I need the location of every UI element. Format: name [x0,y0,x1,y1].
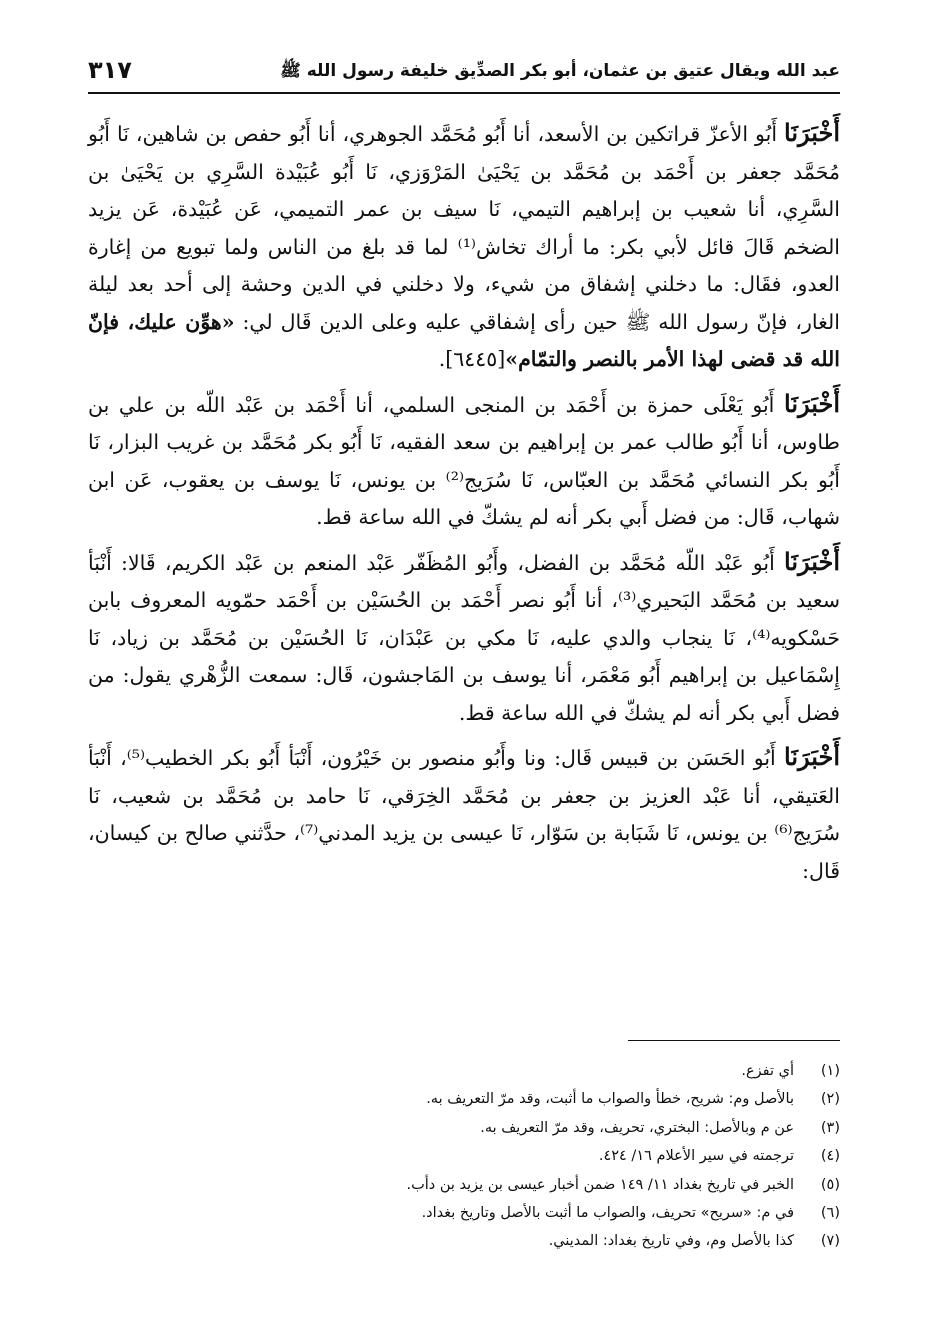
footnote-number: (٦) [820,1205,840,1222]
footnotes [120,1057,840,1256]
footnote-item [120,1171,840,1199]
paragraph-lead-word: أَخْبَرَنَا [784,388,840,418]
paragraph-lead-word: أَخْبَرَنَا [784,118,840,147]
quoted-speech: «هوِّن عليك، فإنّ الله قد قضى لهذا الأمر بالنصر والتمّام» [88,309,840,371]
paragraph-1 [88,114,840,379]
footnote-number: (١) [820,1063,840,1079]
footnote-text: الخبر في تاريخ بغداد ١١/ ١٤٩ ضمن أخبار عيسى بن يزيد بن دأب. [406,1176,794,1193]
paragraph-3 [88,543,840,733]
footnote-text: أي تفزع. [741,1063,794,1079]
running-title: عبد الله ويقال عتيق بن عثمان، أبو بكر الصدِّيق خليفة رسول الله ﷺ [280,61,840,81]
footnote-text: ترجمته في سير الأعلام ١٦/ ٤٢٤. [598,1148,794,1165]
footnote-text: كذا بالأصل وم، وفي تاريخ بغداد: المديني. [548,1233,794,1250]
footnote-number: (٣) [820,1119,840,1136]
footnote-text: بالأصل وم: شريح، خطأ والصواب ما أثبت، وقد مرّ التعريف به. [426,1091,794,1108]
paragraph-text: أَبُو يَعْلَى حمزة بن أَحْمَد بن المنجى السلمي، أنا أَحْمَد بن عَبْد اللّه بن علي بن طاوس، أنا أَبُو طالب عمر بن إبراهيم بن سعد الفقيه، نَا أَبُو بكر مُحَمَّد بن غريب البزار، نَا أَبُو بكر النسائي مُحَمَّد بن العبّاس، نَا سُرَيج⁽²⁾ بن يونس، نَا يوسف بن يعقوب، عَن ابن شهاب، قَال: من فضل أَبي بكر أنه لم يشكّ في الله ساعة قط. [88,392,840,529]
footnote-number: (٥) [820,1176,840,1193]
footnote-item [120,1114,840,1142]
paragraph-4 [88,738,840,890]
footnote-number: (٤) [820,1148,840,1165]
paragraph-text: أَبُو الأعزّ قراتكين بن الأسعد، أنا أَبُو مُحَمَّد الجوهري، أنا أَبُو حفص بن شاهين، نَا أَبُو مُحَمَّد جعفر بن أَحْمَد بن مُحَمَّد بن يَحْيَىٰ المَرْوَزي، نَا أَبُو عُبَيْدة السَّرِي بن يَحْيَىٰ بن السَّرِي، أنا شعيب بن إبراهيم التيمي، نَا سيف بن عمر التميمي، عَن عُبَيْدة، عَن يزيد الضخم قَالَ قائل لأبي بكر: ما أراك تخاش⁽¹⁾ لما قد بلغ من الناس ولما تبويع من إغارة العدو، فقَال: ما دخلني إشفاق من شيء، ولا دخلني في الدين وحشة إلى أحد بعد ليلة الغار، فإنّ رسول الله ﷺ حين رأى إشفاقي عليه وعلى الدين قَال لي: [88,122,841,334]
footnote-text: عن م وبالأصل: البختري، تحريف، وقد مرّ التعريف به. [480,1119,794,1136]
paragraph-lead-word: أَخْبَرَنَا [784,546,840,576]
body-text [88,114,840,896]
page-number: ٣١٧ [88,56,132,84]
paragraph-text: أَبُو عَبْد اللّه مُحَمَّد بن الفضل، وأَبُو المُظَفّر عَبْد المنعم بن عَبْد الكريم، قَالا: أَنْبَأ سعيد بن مُحَمَّد البَحيري⁽³⁾، أنا أَبُو نصر أَحْمَد بن الحُسَيْن بن أَحْمَد حمّويه المعروف بابن حَسْكويه⁽⁴⁾، نَا ينجاب والدي عليه، نَا مكي بن عَبْدَان، نَا الحُسَيْن بن مُحَمَّد بن زياد، نَا إِسْمَاعيل بن إبراهيم أَبُو مَعْمَر، أنا يوسف بن المَاجشون، قَال: سمعت الزُّهْري يقول: من فضل أَبي بكر أنه لم يشكّ في الله ساعة قط. [88,550,840,725]
footnote-item [120,1057,840,1085]
hadith-number: [٦٤٤٥]. [438,347,506,371]
page-header [88,56,840,94]
footnote-item [120,1227,840,1255]
paragraph-text: أَبُو الحَسَن بن قبيس قَال: ونا وأَبُو منصور بن خَيْرُون، أَنْبَأ أَبُو بكر الخطيب⁽⁵⁾، أَنْبَأ العَتيقي، أنا عَبْد العزيز بن جعفر بن مُحَمَّد الخِرَقي، نَا حامد بن مُحَمَّد بن شعيب، نَا سُرَيج⁽⁶⁾ بن يونس، نَا شَبَابة بن سَوّار، نَا عيسى بن يزيد المدني⁽⁷⁾، حدَّثني صالح بن كيسان، قَال: [88,746,840,883]
footnote-item [120,1199,840,1227]
footnote-text: في م: «سريح» تحريف، والصواب ما أثبت بالأصل وتاريخ بغداد. [421,1205,794,1222]
paragraph-lead-word: أَخْبَرَنَا [784,742,840,771]
footnote-item [120,1085,840,1113]
footnote-item [120,1142,840,1170]
footnote-number: (٧) [820,1233,840,1250]
footnote-separator [628,1040,840,1041]
footnote-number: (٢) [820,1091,840,1108]
paragraph-2 [88,385,840,537]
